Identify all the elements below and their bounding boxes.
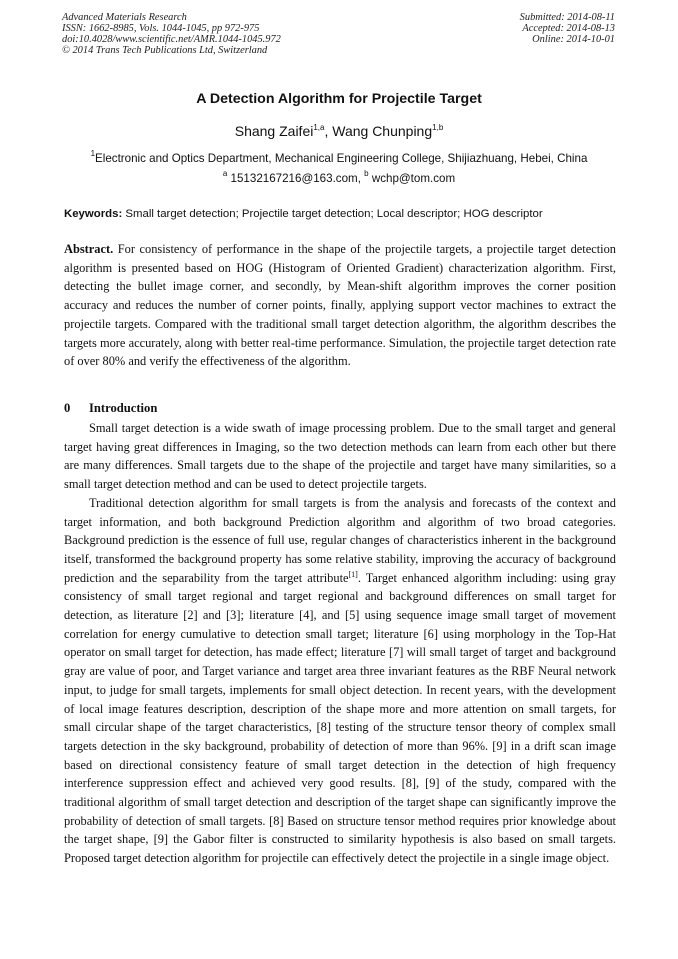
introduction-body [64,419,616,868]
submitted-date: Submitted: 2014-08-11 [519,12,615,23]
intro-paragraph [64,494,616,868]
publication-dates [520,12,615,45]
email-separator: , [357,172,365,185]
journal-info [62,12,281,56]
citation-sup: [1] [348,569,358,579]
author-name: Wang Chunping [332,123,433,139]
author-affil-sup: 1,a [313,123,325,132]
keywords [64,208,624,220]
doi-line: doi:10.4028/www.scientific.net/AMR.1044-1045.972 [62,34,281,45]
issn-line: ISSN: 1662-8985, Vols. 1044-1045, pp 972-975 [62,23,260,34]
abstract-text: For consistency of performance in the shape of the projectile targets, a projectile target detection algorithm is presented based on HOG (Histogram of Oriented Gradient) characterization algorithm. First, detecting the bullet image corner, and secondly, by Mean-shift algorithm improves the corner position accuracy and reduces the number of corner points, finally, applying support vector machines to extract the projectile targets. Compared with the traditional small target detection algorithm, the algorithm describes the targets more accurately, along with better real-time performance. Simulation, the projectile target detection rate of over 80% and verify the effectiveness of the algorithm. [64,242,616,369]
online-date: Online: 2014-10-01 [532,34,615,45]
email-link[interactable]: wchp@tom.com [371,172,456,185]
journal-name: Advanced Materials Research [62,12,187,23]
author-separator: , [324,123,333,139]
affiliation-text: Electronic and Optics Department, Mechanical Engineering College, Shijiazhuang, Hebei, China [95,152,588,165]
affiliation [0,149,678,165]
copyright-line: © 2014 Trans Tech Publications Ltd, Switzerland [62,45,268,56]
intro-text: Traditional detection algorithm for small targets is from the analysis and forecasts of the context and target information, and both background Prediction algorithm and algorithm of two broad categories. Background prediction is the essence of full use, regular changes of characteristics inherent in the background itself, transformed the background property has some relative stability, improving the accuracy of background prediction and the separability from the target attribute [64,495,616,585]
author-list [0,123,678,139]
section-number: 0 [64,401,71,415]
abstract [64,240,616,371]
section-title: Introduction [89,401,158,415]
affiliation-sup: 1 [90,149,96,158]
email-sup: a [222,169,228,178]
accepted-date: Accepted: 2014-08-13 [522,23,615,34]
author-emails [0,169,678,185]
author-name: Shang Zaifei [234,123,314,139]
intro-text: . Target enhanced algorithm including: using gray consistency of small target regional and target regional and background differences on small target for detection, as literature [2] and [3]; literature [4], and [5] using sequence image small target of movement correlation for energy cumulative to detection small target; literature [6] using morphology in the Top-Hat operator on small target for detection, has made effect; literature [7] will small target of target and background gray are value of poor, and Target variance and target area three invariant features as the RBF Neural network input, to judge for small targets, implements for small object detection. In recent years, with the development of local image features description, description of the shape more and more attention on small targets, for small circular shape of the target characteristics, [8] testing of the structure tensor theory of complex small targets detection in the sky background, probability of detection of more than 96%. [9] in a drift scan image based on directional consistency feature of small target detection in the detection of high frequency interference suppression effect and achieved very good results. [8], [9] of the study, compared with the traditional algorithm of small target detection and description of the target shape can significantly improve the probability of detection of small targets. [8] Based on structure tensor method requires prior knowledge about the target shape, [9] the Gabor filter is constructed to similarity hypothesis is also based on small targets. Proposed target detection algorithm for projectile can effectively detect the projectile in a single image object. [64,570,616,866]
section-heading [64,401,157,416]
email-sup: b [364,169,369,178]
author-affil-sup: 1,b [432,123,444,132]
paper-title: A Detection Algorithm for Projectile Target [196,91,482,107]
abstract-label: Abstract. [64,242,114,256]
keywords-label: Keywords: [64,208,123,220]
intro-paragraph: Small target detection is a wide swath of image processing problem. Due to the small target and general target having great differences in Imaging, so the two detection methods can learn from each other but there are many differences. Small targets due to the shape of the projectile and target have many similarities, so a small target detection method and can be used to detect projectile targets. [64,421,616,492]
email-link[interactable]: 15132167216@163.com [230,172,358,185]
keywords-text: Small target detection; Projectile target detection; Local descriptor; HOG descriptor [125,208,543,220]
